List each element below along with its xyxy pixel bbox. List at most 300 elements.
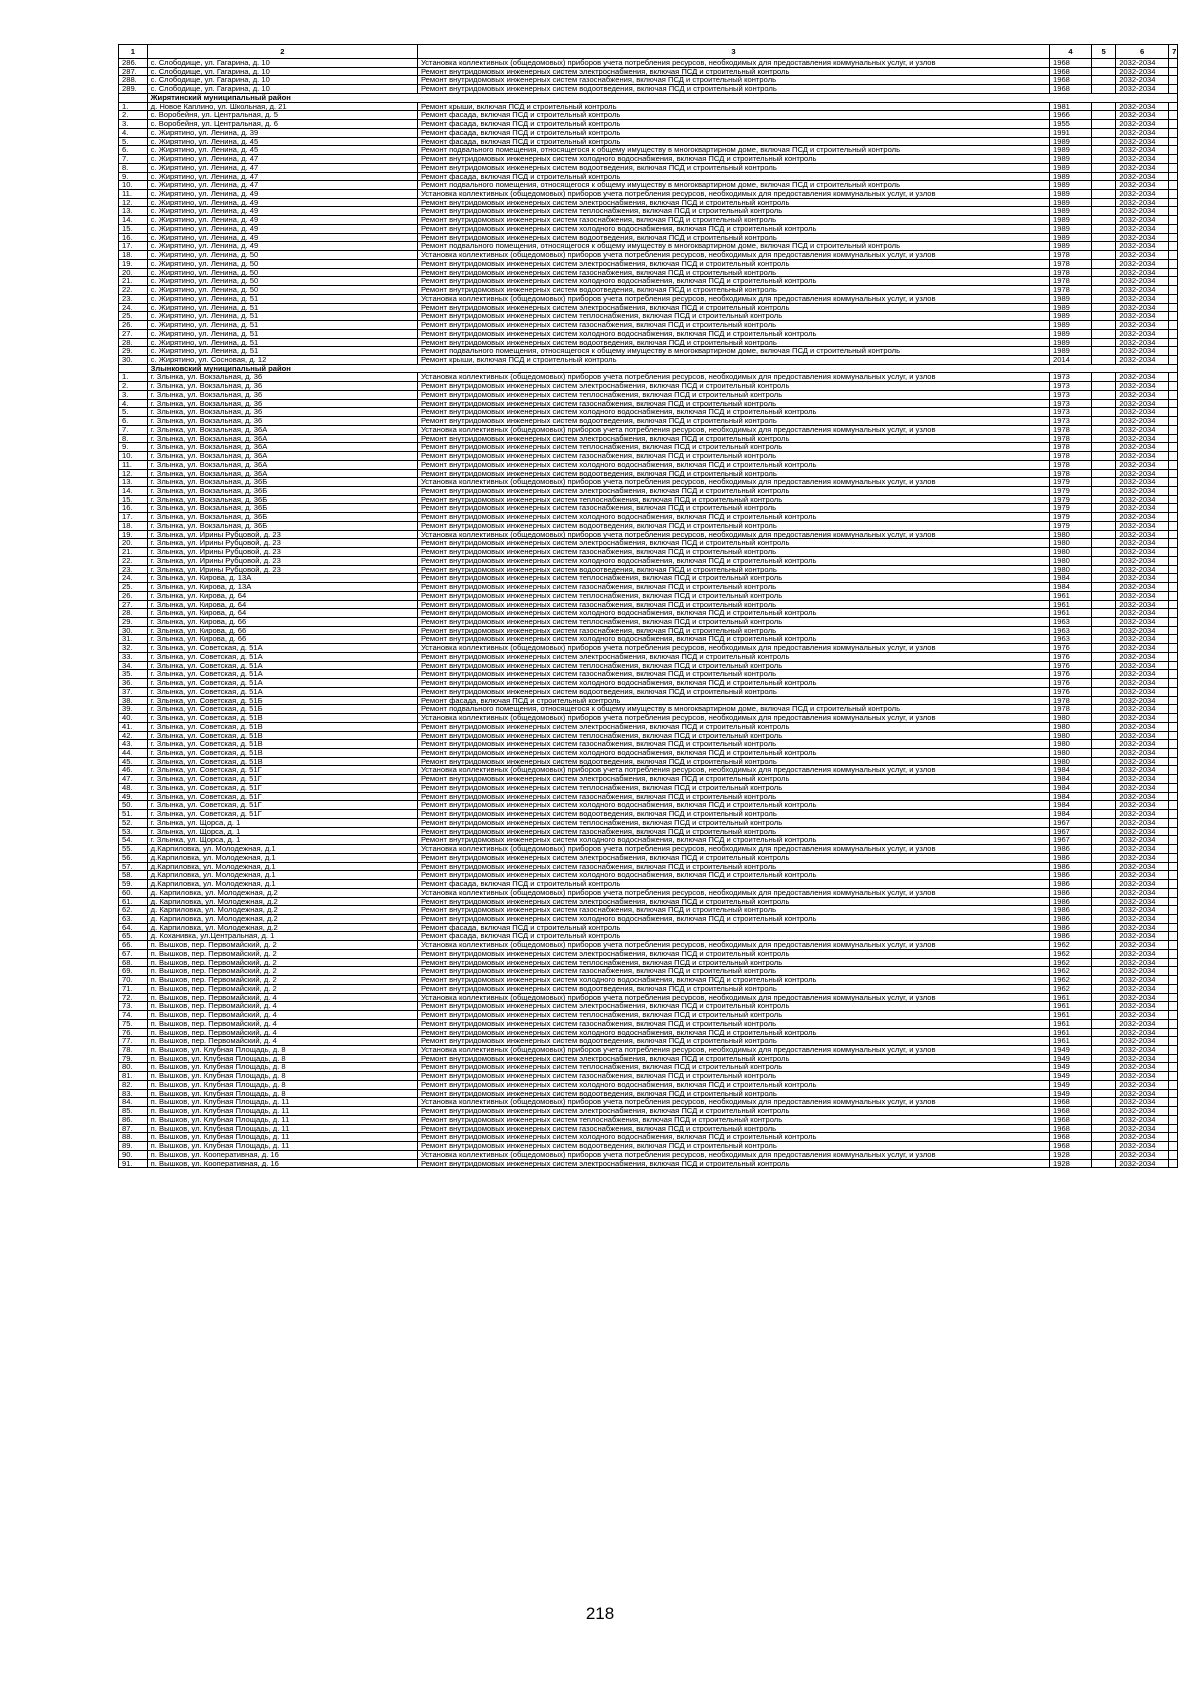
commission-year: 1991 bbox=[1050, 128, 1092, 137]
empty-cell bbox=[1169, 242, 1178, 251]
commission-year: 1980 bbox=[1050, 539, 1092, 548]
empty-cell bbox=[1169, 984, 1178, 993]
planned-period: 2032-2034 bbox=[1116, 355, 1169, 364]
row-number: 4. bbox=[119, 128, 148, 137]
work-type: Установка коллективных (общедомовых) приборов учета потребления ресурсов, необходимых для предоставления коммунальных услуг, и узлов bbox=[417, 888, 1049, 897]
building-address: п. Вышков, ул. Клубная Площадь, д. 8 bbox=[147, 1080, 417, 1089]
empty-cell bbox=[1091, 242, 1115, 251]
row-number: 72. bbox=[119, 993, 148, 1002]
planned-period: 2032-2034 bbox=[1116, 111, 1169, 120]
row-number: 5. bbox=[119, 408, 148, 417]
planned-period: 2032-2034 bbox=[1116, 565, 1169, 574]
empty-cell bbox=[1091, 102, 1115, 111]
district-name: Злынковский муниципальный район bbox=[147, 364, 1177, 373]
planned-period: 2032-2034 bbox=[1116, 469, 1169, 478]
commission-year: 1986 bbox=[1050, 888, 1092, 897]
empty-cell bbox=[1169, 539, 1178, 548]
building-address: с. Жирятино, ул. Ленина, д. 49 bbox=[147, 224, 417, 233]
empty-cell bbox=[1169, 521, 1178, 530]
commission-year: 1963 bbox=[1050, 626, 1092, 635]
commission-year: 1978 bbox=[1050, 286, 1092, 295]
work-type: Ремонт фасада, включая ПСД и строительный контроль bbox=[417, 111, 1049, 120]
commission-year: 1980 bbox=[1050, 757, 1092, 766]
commission-year: 1962 bbox=[1050, 967, 1092, 976]
work-type: Ремонт подвального помещения, относящегося к общему имуществу в многоквартирном доме, включая ПСД и строительный контроль bbox=[417, 242, 1049, 251]
commission-year: 1949 bbox=[1050, 1089, 1092, 1098]
building-address: с. Жирятино, ул. Ленина, д. 49 bbox=[147, 190, 417, 199]
empty-cell bbox=[1169, 1098, 1178, 1107]
commission-year: 1961 bbox=[1050, 600, 1092, 609]
empty-cell bbox=[1169, 504, 1178, 513]
planned-period: 2032-2034 bbox=[1116, 618, 1169, 627]
row-number: 7. bbox=[119, 425, 148, 434]
commission-year: 2014 bbox=[1050, 355, 1092, 364]
commission-year: 1973 bbox=[1050, 408, 1092, 417]
building-address: п. Вышков, пер. Первомайский, д. 2 bbox=[147, 967, 417, 976]
empty-cell bbox=[1169, 862, 1178, 871]
work-type: Ремонт внутридомовых инженерных систем водоотведения, включая ПСД и строительный контроль bbox=[417, 1037, 1049, 1046]
empty-cell bbox=[1091, 251, 1115, 260]
commission-year: 1968 bbox=[1050, 59, 1092, 68]
work-type: Ремонт внутридомовых инженерных систем водоотведения, включая ПСД и строительный контроль bbox=[417, 233, 1049, 242]
commission-year: 1961 bbox=[1050, 993, 1092, 1002]
empty-cell bbox=[1091, 871, 1115, 880]
table-row bbox=[119, 609, 1178, 618]
commission-year: 1980 bbox=[1050, 740, 1092, 749]
table-row bbox=[119, 548, 1178, 557]
commission-year: 1978 bbox=[1050, 259, 1092, 268]
table-row bbox=[119, 888, 1178, 897]
table-row bbox=[119, 880, 1178, 889]
planned-period: 2032-2034 bbox=[1116, 434, 1169, 443]
empty-cell bbox=[1169, 1045, 1178, 1054]
planned-period: 2032-2034 bbox=[1116, 1124, 1169, 1133]
building-address: г. Злынка, ул. Ирины Рубцовой, д. 23 bbox=[147, 556, 417, 565]
planned-period: 2032-2034 bbox=[1116, 914, 1169, 923]
commission-year: 1978 bbox=[1050, 452, 1092, 461]
empty-cell bbox=[1091, 530, 1115, 539]
row-number: 65. bbox=[119, 932, 148, 941]
building-address: г. Злынка, ул. Советская, д. 51Г bbox=[147, 801, 417, 810]
work-type: Ремонт внутридомовых инженерных систем водоотведения, включая ПСД и строительный контроль bbox=[417, 1089, 1049, 1098]
work-type: Ремонт внутридомовых инженерных систем теплоснабжения, включая ПСД и строительный контроль bbox=[417, 312, 1049, 321]
empty-cell bbox=[1091, 1054, 1115, 1063]
building-address: г. Злынка, ул. Советская, д. 51А bbox=[147, 661, 417, 670]
table-row bbox=[119, 583, 1178, 592]
building-address: п. Вышков, ул. Клубная Площадь, д. 11 bbox=[147, 1107, 417, 1116]
work-type: Ремонт внутридомовых инженерных систем водоотведения, включая ПСД и строительный контроль bbox=[417, 163, 1049, 172]
building-address: г. Злынка, ул. Вокзальная, д. 36Б bbox=[147, 486, 417, 495]
work-type: Ремонт внутридомовых инженерных систем водоотведения, включая ПСД и строительный контроль bbox=[417, 286, 1049, 295]
planned-period: 2032-2034 bbox=[1116, 853, 1169, 862]
table-row bbox=[119, 76, 1178, 85]
table-row bbox=[119, 163, 1178, 172]
empty-cell bbox=[1169, 373, 1178, 382]
planned-period: 2032-2034 bbox=[1116, 1089, 1169, 1098]
empty-cell bbox=[1169, 949, 1178, 958]
work-type: Ремонт внутридомовых инженерных систем холодного водоснабжения, включая ПСД и строительный контроль bbox=[417, 1028, 1049, 1037]
empty-cell bbox=[1091, 504, 1115, 513]
commission-year: 1986 bbox=[1050, 880, 1092, 889]
empty-cell bbox=[1091, 382, 1115, 391]
row-number: 6. bbox=[119, 146, 148, 155]
empty-cell bbox=[1091, 207, 1115, 216]
empty-cell bbox=[1169, 591, 1178, 600]
planned-period: 2032-2034 bbox=[1116, 949, 1169, 958]
building-address: г. Злынка, ул. Советская, д. 51Г bbox=[147, 810, 417, 819]
planned-period: 2032-2034 bbox=[1116, 583, 1169, 592]
empty-cell bbox=[1169, 1063, 1178, 1072]
work-type: Ремонт внутридомовых инженерных систем электроснабжения, включая ПСД и строительный контроль bbox=[417, 198, 1049, 207]
planned-period: 2032-2034 bbox=[1116, 897, 1169, 906]
empty-cell bbox=[1169, 321, 1178, 330]
repair-schedule-table bbox=[118, 44, 1178, 1168]
building-address: с. Жирятино, ул. Ленина, д. 47 bbox=[147, 181, 417, 190]
planned-period: 2032-2034 bbox=[1116, 321, 1169, 330]
commission-year: 1980 bbox=[1050, 548, 1092, 557]
planned-period: 2032-2034 bbox=[1116, 530, 1169, 539]
row-number: 21. bbox=[119, 277, 148, 286]
commission-year: 1973 bbox=[1050, 417, 1092, 426]
empty-cell bbox=[1169, 425, 1178, 434]
empty-cell bbox=[1091, 792, 1115, 801]
table-row bbox=[119, 1019, 1178, 1028]
empty-cell bbox=[1091, 914, 1115, 923]
work-type: Ремонт внутридомовых инженерных систем теплоснабжения, включая ПСД и строительный контроль bbox=[417, 818, 1049, 827]
work-type: Ремонт крыши, включая ПСД и строительный контроль bbox=[417, 355, 1049, 364]
empty-cell bbox=[1091, 303, 1115, 312]
empty-cell bbox=[1091, 1045, 1115, 1054]
planned-period: 2032-2034 bbox=[1116, 137, 1169, 146]
table-row bbox=[119, 504, 1178, 513]
table-row bbox=[119, 207, 1178, 216]
row-number: 37. bbox=[119, 687, 148, 696]
building-address: г. Злынка, ул. Вокзальная, д. 36А bbox=[147, 443, 417, 452]
planned-period: 2032-2034 bbox=[1116, 347, 1169, 356]
table-row bbox=[119, 233, 1178, 242]
row-number: 60. bbox=[119, 888, 148, 897]
commission-year: 1989 bbox=[1050, 338, 1092, 347]
commission-year: 1973 bbox=[1050, 390, 1092, 399]
row-number: 61. bbox=[119, 897, 148, 906]
planned-period: 2032-2034 bbox=[1116, 1045, 1169, 1054]
row-number: 49. bbox=[119, 792, 148, 801]
table-row bbox=[119, 635, 1178, 644]
table-row bbox=[119, 155, 1178, 164]
planned-period: 2032-2034 bbox=[1116, 224, 1169, 233]
planned-period: 2032-2034 bbox=[1116, 399, 1169, 408]
planned-period: 2032-2034 bbox=[1116, 687, 1169, 696]
building-address: г. Злынка, ул. Советская, д. 51В bbox=[147, 722, 417, 731]
row-number: 75. bbox=[119, 1019, 148, 1028]
empty-cell bbox=[1169, 574, 1178, 583]
planned-period: 2032-2034 bbox=[1116, 312, 1169, 321]
table-row bbox=[119, 1159, 1178, 1168]
building-address: п. Вышков, пер. Первомайский, д. 2 bbox=[147, 941, 417, 950]
empty-cell bbox=[1169, 932, 1178, 941]
table-row bbox=[119, 137, 1178, 146]
work-type: Ремонт внутридомовых инженерных систем водоотведения, включая ПСД и строительный контроль bbox=[417, 521, 1049, 530]
work-type: Ремонт внутридомовых инженерных систем теплоснабжения, включая ПСД и строительный контроль bbox=[417, 495, 1049, 504]
empty-cell bbox=[1169, 757, 1178, 766]
empty-cell bbox=[1169, 286, 1178, 295]
work-type: Установка коллективных (общедомовых) приборов учета потребления ресурсов, необходимых для предоставления коммунальных услуг, и узлов bbox=[417, 941, 1049, 950]
commission-year: 1980 bbox=[1050, 722, 1092, 731]
commission-year: 1984 bbox=[1050, 801, 1092, 810]
table-row bbox=[119, 871, 1178, 880]
building-address: г. Злынка, ул. Вокзальная, д. 36 bbox=[147, 382, 417, 391]
empty-cell bbox=[1091, 373, 1115, 382]
table-row bbox=[119, 102, 1178, 111]
building-address: г. Злынка, ул. Вокзальная, д. 36Б bbox=[147, 495, 417, 504]
building-address: д.Карпиловка, ул. Молодежная, д.1 bbox=[147, 845, 417, 854]
empty-cell bbox=[1091, 687, 1115, 696]
empty-cell bbox=[1091, 224, 1115, 233]
work-type: Ремонт внутридомовых инженерных систем теплоснабжения, включая ПСД и строительный контроль bbox=[417, 1115, 1049, 1124]
empty-cell bbox=[1091, 443, 1115, 452]
empty-cell bbox=[1091, 513, 1115, 522]
commission-year: 1986 bbox=[1050, 845, 1092, 854]
table-row bbox=[119, 1133, 1178, 1142]
row-number: 14. bbox=[119, 216, 148, 225]
building-address: с. Жирятино, ул. Ленина, д. 50 bbox=[147, 286, 417, 295]
table-row bbox=[119, 390, 1178, 399]
table-row bbox=[119, 373, 1178, 382]
commission-year: 1949 bbox=[1050, 1080, 1092, 1089]
row-number: 19. bbox=[119, 259, 148, 268]
building-address: с. Жирятино, ул. Ленина, д. 51 bbox=[147, 347, 417, 356]
building-address: г. Злынка, ул. Кирова, д. 66 bbox=[147, 626, 417, 635]
planned-period: 2032-2034 bbox=[1116, 539, 1169, 548]
planned-period: 2032-2034 bbox=[1116, 880, 1169, 889]
table-row bbox=[119, 146, 1178, 155]
table-row bbox=[119, 827, 1178, 836]
empty-cell bbox=[1169, 76, 1178, 85]
planned-period: 2032-2034 bbox=[1116, 836, 1169, 845]
row-number: 20. bbox=[119, 268, 148, 277]
empty-cell bbox=[1169, 644, 1178, 653]
work-type: Ремонт внутридомовых инженерных систем электроснабжения, включая ПСД и строительный контроль bbox=[417, 1107, 1049, 1116]
row-number: 51. bbox=[119, 810, 148, 819]
empty-cell bbox=[1091, 670, 1115, 679]
planned-period: 2032-2034 bbox=[1116, 1159, 1169, 1168]
row-number: 6. bbox=[119, 417, 148, 426]
commission-year: 1979 bbox=[1050, 495, 1092, 504]
empty-cell bbox=[1169, 1011, 1178, 1020]
work-type: Ремонт подвального помещения, относящегося к общему имуществу в многоквартирном доме, включая ПСД и строительный контроль bbox=[417, 705, 1049, 714]
empty-cell bbox=[1169, 120, 1178, 129]
planned-period: 2032-2034 bbox=[1116, 172, 1169, 181]
column-number: 2 bbox=[147, 45, 417, 59]
commission-year: 1986 bbox=[1050, 862, 1092, 871]
empty-cell bbox=[1169, 1002, 1178, 1011]
commission-year: 1949 bbox=[1050, 1072, 1092, 1081]
building-address: г. Злынка, ул. Вокзальная, д. 36 bbox=[147, 399, 417, 408]
building-address: г. Злынка, ул. Щорса, д. 1 bbox=[147, 836, 417, 845]
empty-cell bbox=[1169, 976, 1178, 985]
empty-cell bbox=[1091, 233, 1115, 242]
work-type: Ремонт внутридомовых инженерных систем электроснабжения, включая ПСД и строительный контроль bbox=[417, 722, 1049, 731]
building-address: г. Злынка, ул. Вокзальная, д. 36А bbox=[147, 469, 417, 478]
commission-year: 1979 bbox=[1050, 478, 1092, 487]
empty-cell bbox=[1091, 714, 1115, 723]
building-address: г. Злынка, ул. Вокзальная, д. 36А bbox=[147, 434, 417, 443]
work-type: Установка коллективных (общедомовых) приборов учета потребления ресурсов, необходимых для предоставления коммунальных услуг, и узлов bbox=[417, 190, 1049, 199]
empty-cell bbox=[1091, 958, 1115, 967]
empty-cell bbox=[1091, 172, 1115, 181]
table-row bbox=[119, 1150, 1178, 1159]
building-address: г. Злынка, ул. Советская, д. 51В bbox=[147, 749, 417, 758]
commission-year: 1961 bbox=[1050, 609, 1092, 618]
commission-year: 1973 bbox=[1050, 382, 1092, 391]
commission-year: 1976 bbox=[1050, 652, 1092, 661]
empty-cell bbox=[1169, 958, 1178, 967]
work-type: Ремонт внутридомовых инженерных систем теплоснабжения, включая ПСД и строительный контроль bbox=[417, 958, 1049, 967]
commission-year: 1928 bbox=[1050, 1150, 1092, 1159]
empty-cell bbox=[1091, 268, 1115, 277]
empty-cell bbox=[1169, 259, 1178, 268]
table-row bbox=[119, 242, 1178, 251]
work-type: Ремонт внутридомовых инженерных систем водоотведения, включая ПСД и строительный контроль bbox=[417, 984, 1049, 993]
building-address: п. Вышков, ул. Кооперативная, д. 16 bbox=[147, 1159, 417, 1168]
row-number: 71. bbox=[119, 984, 148, 993]
table-row bbox=[119, 818, 1178, 827]
building-address: г. Злынка, ул. Вокзальная, д. 36А bbox=[147, 460, 417, 469]
table-row bbox=[119, 425, 1178, 434]
work-type: Ремонт внутридомовых инженерных систем холодного водоснабжения, включая ПСД и строительный контроль bbox=[417, 836, 1049, 845]
empty-cell bbox=[1091, 845, 1115, 854]
planned-period: 2032-2034 bbox=[1116, 801, 1169, 810]
planned-period: 2032-2034 bbox=[1116, 976, 1169, 985]
empty-cell bbox=[1091, 1124, 1115, 1133]
commission-year: 1979 bbox=[1050, 486, 1092, 495]
planned-period: 2032-2034 bbox=[1116, 600, 1169, 609]
row-number: 26. bbox=[119, 591, 148, 600]
table-row bbox=[119, 574, 1178, 583]
commission-year: 1980 bbox=[1050, 565, 1092, 574]
work-type: Ремонт внутридомовых инженерных систем холодного водоснабжения, включая ПСД и строительный контроль bbox=[417, 329, 1049, 338]
row-number: 27. bbox=[119, 329, 148, 338]
empty-cell bbox=[1169, 923, 1178, 932]
table-row bbox=[119, 923, 1178, 932]
table-row bbox=[119, 128, 1178, 137]
building-address: г. Злынка, ул. Вокзальная, д. 36А bbox=[147, 452, 417, 461]
planned-period: 2032-2034 bbox=[1116, 609, 1169, 618]
table-row bbox=[119, 1028, 1178, 1037]
building-address: п. Вышков, пер. Первомайский, д. 4 bbox=[147, 1019, 417, 1028]
table-row bbox=[119, 1063, 1178, 1072]
building-address: п. Вышков, ул. Клубная Площадь, д. 8 bbox=[147, 1089, 417, 1098]
row-number: 28. bbox=[119, 609, 148, 618]
planned-period: 2032-2034 bbox=[1116, 862, 1169, 871]
empty-cell bbox=[1091, 59, 1115, 68]
row-number: 82. bbox=[119, 1080, 148, 1089]
empty-cell bbox=[1091, 818, 1115, 827]
work-type: Ремонт внутридомовых инженерных систем газоснабжения, включая ПСД и строительный контроль bbox=[417, 548, 1049, 557]
building-address: п. Вышков, ул. Клубная Площадь, д. 11 bbox=[147, 1098, 417, 1107]
empty-cell bbox=[1091, 259, 1115, 268]
work-type: Ремонт фасада, включая ПСД и строительный контроль bbox=[417, 696, 1049, 705]
row-number: 70. bbox=[119, 976, 148, 985]
work-type: Ремонт внутридомовых инженерных систем холодного водоснабжения, включая ПСД и строительный контроль bbox=[417, 914, 1049, 923]
row-number: 76. bbox=[119, 1028, 148, 1037]
row-number: 38. bbox=[119, 696, 148, 705]
commission-year: 1986 bbox=[1050, 914, 1092, 923]
building-address: г. Злынка, ул. Советская, д. 51А bbox=[147, 670, 417, 679]
building-address: г. Злынка, ул. Кирова, д. 64 bbox=[147, 600, 417, 609]
building-address: г. Злынка, ул. Советская, д. 51Г bbox=[147, 783, 417, 792]
table-row bbox=[119, 862, 1178, 871]
work-type: Ремонт внутридомовых инженерных систем холодного водоснабжения, включая ПСД и строительный контроль bbox=[417, 556, 1049, 565]
empty-cell bbox=[1169, 329, 1178, 338]
building-address: г. Злынка, ул. Советская, д. 51Г bbox=[147, 766, 417, 775]
work-type: Ремонт фасада, включая ПСД и строительный контроль bbox=[417, 923, 1049, 932]
empty-cell bbox=[1169, 198, 1178, 207]
empty-cell bbox=[1169, 1142, 1178, 1151]
planned-period: 2032-2034 bbox=[1116, 749, 1169, 758]
empty-cell bbox=[1091, 827, 1115, 836]
empty-cell bbox=[1091, 731, 1115, 740]
row-number: 53. bbox=[119, 827, 148, 836]
empty-cell bbox=[1169, 1150, 1178, 1159]
empty-cell bbox=[1091, 425, 1115, 434]
empty-cell bbox=[1091, 1028, 1115, 1037]
empty-cell bbox=[1169, 696, 1178, 705]
table-row bbox=[119, 59, 1178, 68]
empty-cell bbox=[1091, 198, 1115, 207]
row-number: 9. bbox=[119, 172, 148, 181]
building-address: с. Жирятино, ул. Ленина, д. 49 bbox=[147, 198, 417, 207]
table-row bbox=[119, 251, 1178, 260]
planned-period: 2032-2034 bbox=[1116, 233, 1169, 242]
building-address: г. Злынка, ул. Советская, д. 51Г bbox=[147, 792, 417, 801]
planned-period: 2032-2034 bbox=[1116, 845, 1169, 854]
commission-year: 1963 bbox=[1050, 618, 1092, 627]
work-type: Ремонт крыши, включая ПСД и строительный контроль bbox=[417, 102, 1049, 111]
commission-year: 1984 bbox=[1050, 583, 1092, 592]
commission-year: 1989 bbox=[1050, 303, 1092, 312]
empty-cell bbox=[1169, 303, 1178, 312]
planned-period: 2032-2034 bbox=[1116, 1072, 1169, 1081]
building-address: г. Злынка, ул. Ирины Рубцовой, д. 23 bbox=[147, 539, 417, 548]
planned-period: 2032-2034 bbox=[1116, 382, 1169, 391]
table-row bbox=[119, 801, 1178, 810]
row-number: 8. bbox=[119, 434, 148, 443]
district-section-row bbox=[119, 93, 1178, 102]
work-type: Ремонт внутридомовых инженерных систем водоотведения, включая ПСД и строительный контроль bbox=[417, 85, 1049, 94]
table-row bbox=[119, 914, 1178, 923]
commission-year: 1978 bbox=[1050, 268, 1092, 277]
row-number: 4. bbox=[119, 399, 148, 408]
building-address: с. Жирятино, ул. Ленина, д. 51 bbox=[147, 294, 417, 303]
row-number: 35. bbox=[119, 670, 148, 679]
work-type: Установка коллективных (общедомовых) приборов учета потребления ресурсов, необходимых для предоставления коммунальных услуг, и узлов bbox=[417, 373, 1049, 382]
work-type: Ремонт внутридомовых инженерных систем электроснабжения, включая ПСД и строительный контроль bbox=[417, 486, 1049, 495]
row-number: 7. bbox=[119, 155, 148, 164]
empty-cell bbox=[1091, 1072, 1115, 1081]
empty-cell bbox=[1169, 85, 1178, 94]
commission-year: 1984 bbox=[1050, 783, 1092, 792]
empty-cell bbox=[1091, 85, 1115, 94]
planned-period: 2032-2034 bbox=[1116, 513, 1169, 522]
empty-cell bbox=[1169, 1054, 1178, 1063]
page-number: 218 bbox=[585, 1604, 615, 1623]
commission-year: 1949 bbox=[1050, 1054, 1092, 1063]
row-number: 22. bbox=[119, 286, 148, 295]
row-number: 41. bbox=[119, 722, 148, 731]
row-number: 47. bbox=[119, 775, 148, 784]
empty-cell bbox=[1091, 478, 1115, 487]
